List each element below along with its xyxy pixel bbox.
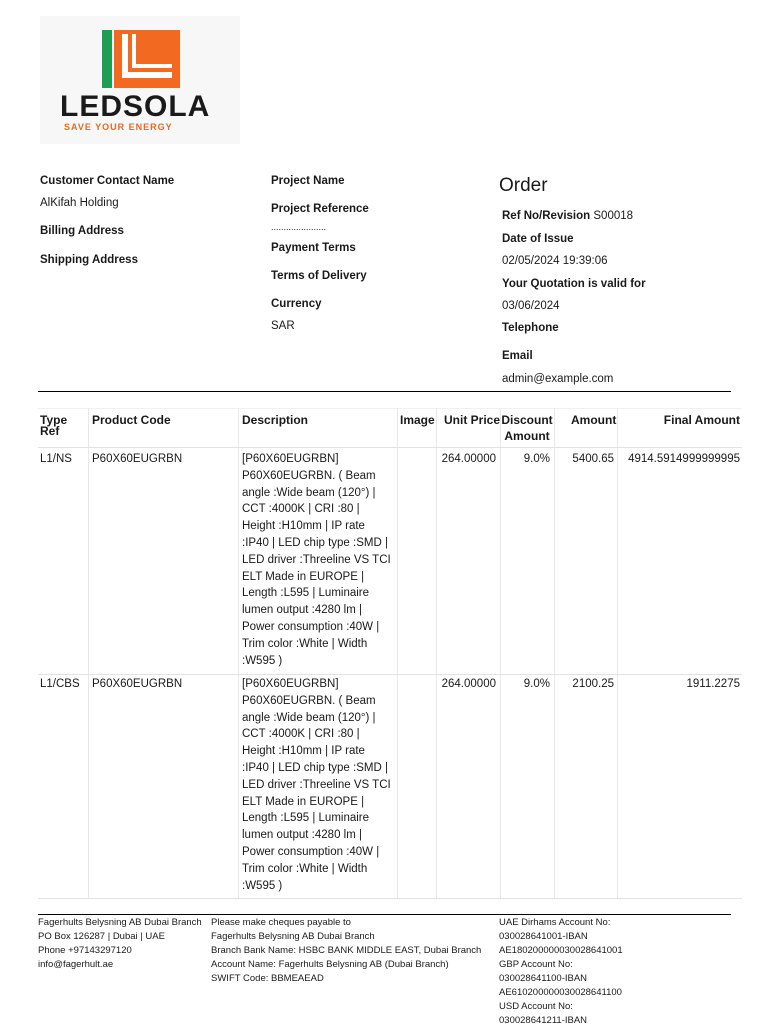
footer-line: UAE Dirhams Account No: bbox=[499, 917, 611, 928]
header-divider bbox=[38, 391, 731, 392]
footer-company-info bbox=[38, 916, 202, 972]
table-top-border bbox=[38, 408, 742, 409]
ref-revision bbox=[502, 210, 633, 222]
th-unit-price: Unit Price bbox=[444, 413, 501, 427]
cell-amount: 2100.25 bbox=[572, 678, 614, 690]
cell-final-amount: 1911.2275 bbox=[686, 678, 740, 690]
document-title: Order bbox=[499, 175, 548, 196]
footer-line: AE180200000030028641001 bbox=[499, 945, 623, 956]
footer-divider bbox=[38, 914, 731, 915]
description-line: [P60X60EUGRBN] bbox=[242, 678, 339, 690]
description-line: LED driver :Threeline VS TCI bbox=[242, 778, 391, 791]
th-amount: Amount bbox=[571, 413, 617, 427]
description-line: CCT :4000K | CRI :80 | bbox=[242, 503, 360, 516]
footer-line: PO Box 126287 | Dubai | UAE bbox=[38, 931, 165, 942]
footer-line: info@fagerhult.ae bbox=[38, 959, 114, 970]
email-value: admin@example.com bbox=[502, 373, 614, 385]
cell-type-ref: L1/CBS bbox=[40, 678, 80, 690]
description-line: Length :L595 | Luminaire bbox=[242, 587, 370, 600]
column-divider bbox=[397, 408, 398, 898]
footer-line: USD Account No: bbox=[499, 1001, 573, 1012]
brand-tagline: SAVE YOUR ENERGY bbox=[64, 122, 173, 132]
description-line: :W595 ) bbox=[242, 654, 283, 667]
th-type-ref bbox=[40, 415, 67, 437]
footer-line: 030028641100-IBAN bbox=[499, 973, 588, 984]
description-line: angle :Wide beam (120°) | bbox=[242, 711, 376, 724]
project-name-label: Project Name bbox=[271, 175, 345, 187]
currency-label: Currency bbox=[271, 298, 322, 310]
description-line: Length :L595 | Luminaire bbox=[242, 812, 370, 825]
payment-terms-label: Payment Terms bbox=[271, 242, 356, 254]
cell-product-code: P60X60EUGRBN bbox=[92, 453, 183, 465]
telephone-label: Telephone bbox=[502, 322, 559, 334]
th-product-code: Product Code bbox=[92, 413, 171, 427]
th-type-ref-line2: Ref bbox=[40, 424, 60, 438]
column-divider bbox=[238, 408, 239, 898]
validity-value: 03/06/2024 bbox=[502, 300, 560, 312]
description-line: lumen output :4280 lm | bbox=[242, 829, 362, 842]
footer-line: Branch Bank Name: HSBC BANK MIDDLE EAST, Dubai Branch bbox=[211, 945, 482, 956]
footer-payment-info bbox=[211, 916, 481, 986]
brand-name: LEDSOLA bbox=[60, 90, 211, 123]
billing-address-label: Billing Address bbox=[40, 225, 124, 237]
th-image: Image bbox=[400, 413, 435, 427]
currency-value: SAR bbox=[271, 320, 295, 332]
footer-line: SWIFT Code: BBMEAEAD bbox=[211, 973, 324, 984]
footer-line: Account Name: Fagerhults Belysning AB (Dubai Branch) bbox=[211, 959, 449, 970]
project-reference-value: ...................... bbox=[271, 222, 327, 232]
th-type-ref-line1: Type bbox=[40, 413, 68, 427]
description-line: Trim color :White | Width bbox=[242, 862, 368, 875]
description-line: Height :H10mm | IP rate bbox=[242, 520, 365, 533]
customer-contact-value: AlKifah Holding bbox=[40, 197, 119, 209]
footer-line: Phone +97143297120 bbox=[38, 945, 132, 956]
cell-description bbox=[242, 451, 394, 669]
th-description: Description bbox=[242, 413, 309, 427]
cell-unit-price: 264.00000 bbox=[441, 453, 496, 465]
company-logo bbox=[40, 16, 240, 144]
customer-contact-label: Customer Contact Name bbox=[40, 175, 175, 187]
th-discount-line1: Discount bbox=[501, 413, 553, 427]
row-border bbox=[38, 674, 742, 675]
description-line: Power consumption :40W | bbox=[242, 620, 380, 633]
description-line: :W595 ) bbox=[242, 879, 283, 892]
column-divider bbox=[500, 408, 501, 898]
footer-line: GBP Account No: bbox=[499, 959, 573, 970]
description-line: P60X60EUGRBN. ( Beam bbox=[242, 469, 376, 482]
description-line: :IP40 | LED chip type :SMD | bbox=[242, 536, 388, 549]
description-line: Trim color :White | Width bbox=[242, 637, 368, 650]
description-line: P60X60EUGRBN. ( Beam bbox=[242, 694, 376, 707]
th-discount-line2: Amount bbox=[504, 429, 550, 443]
table-bottom-border bbox=[38, 898, 742, 899]
column-divider bbox=[554, 408, 555, 898]
header-row-border bbox=[38, 447, 742, 448]
issue-date-label: Date of Issue bbox=[502, 233, 574, 245]
footer-line: 030028641001-IBAN bbox=[499, 931, 588, 942]
column-divider bbox=[436, 408, 437, 898]
cell-description bbox=[242, 676, 394, 894]
description-line: ELT Made in EUROPE | bbox=[242, 795, 365, 808]
description-line: Power consumption :40W | bbox=[242, 845, 380, 858]
shipping-address-label: Shipping Address bbox=[40, 254, 138, 266]
cell-type-ref: L1/NS bbox=[40, 453, 72, 465]
description-line: angle :Wide beam (120°) | bbox=[242, 486, 376, 499]
footer-line: Fagerhults Belysning AB Dubai Branch bbox=[38, 917, 202, 928]
footer-line: 030028641211-IBAN bbox=[499, 1015, 588, 1026]
cell-final-amount: 4914.5914999999995 bbox=[628, 453, 740, 465]
column-divider bbox=[88, 408, 89, 898]
email-label: Email bbox=[502, 350, 533, 362]
description-line: lumen output :4280 lm | bbox=[242, 604, 362, 617]
column-divider bbox=[617, 408, 618, 898]
description-line: CCT :4000K | CRI :80 | bbox=[242, 728, 360, 741]
description-line: ELT Made in EUROPE | bbox=[242, 570, 365, 583]
footer-bank-accounts bbox=[499, 916, 623, 1028]
description-line: :IP40 | LED chip type :SMD | bbox=[242, 761, 388, 774]
th-discount bbox=[500, 413, 554, 444]
footer-line: AE610200000030028641100 bbox=[499, 987, 622, 998]
delivery-terms-label: Terms of Delivery bbox=[271, 270, 367, 282]
ref-revision-label: Ref No/Revision bbox=[502, 210, 591, 222]
project-reference-label: Project Reference bbox=[271, 203, 369, 215]
th-final-amount: Final Amount bbox=[663, 413, 740, 427]
description-line: [P60X60EUGRBN] bbox=[242, 453, 339, 465]
ref-revision-value: S00018 bbox=[593, 210, 634, 222]
cell-amount: 5400.65 bbox=[572, 453, 614, 465]
cell-discount: 9.0% bbox=[523, 453, 550, 465]
description-line: LED driver :Threeline VS TCI bbox=[242, 553, 391, 566]
ledsola-logo-mark-icon bbox=[102, 30, 180, 88]
cell-product-code: P60X60EUGRBN bbox=[92, 678, 183, 690]
footer-line: Fagerhults Belysning AB Dubai Branch bbox=[211, 931, 375, 942]
cell-unit-price: 264.00000 bbox=[441, 678, 496, 690]
validity-label: Your Quotation is valid for bbox=[502, 278, 646, 290]
issue-date-value: 02/05/2024 19:39:06 bbox=[502, 255, 608, 267]
footer-line: Please make cheques payable to bbox=[211, 917, 351, 928]
cell-discount: 9.0% bbox=[523, 678, 550, 690]
description-line: Height :H10mm | IP rate bbox=[242, 745, 365, 758]
